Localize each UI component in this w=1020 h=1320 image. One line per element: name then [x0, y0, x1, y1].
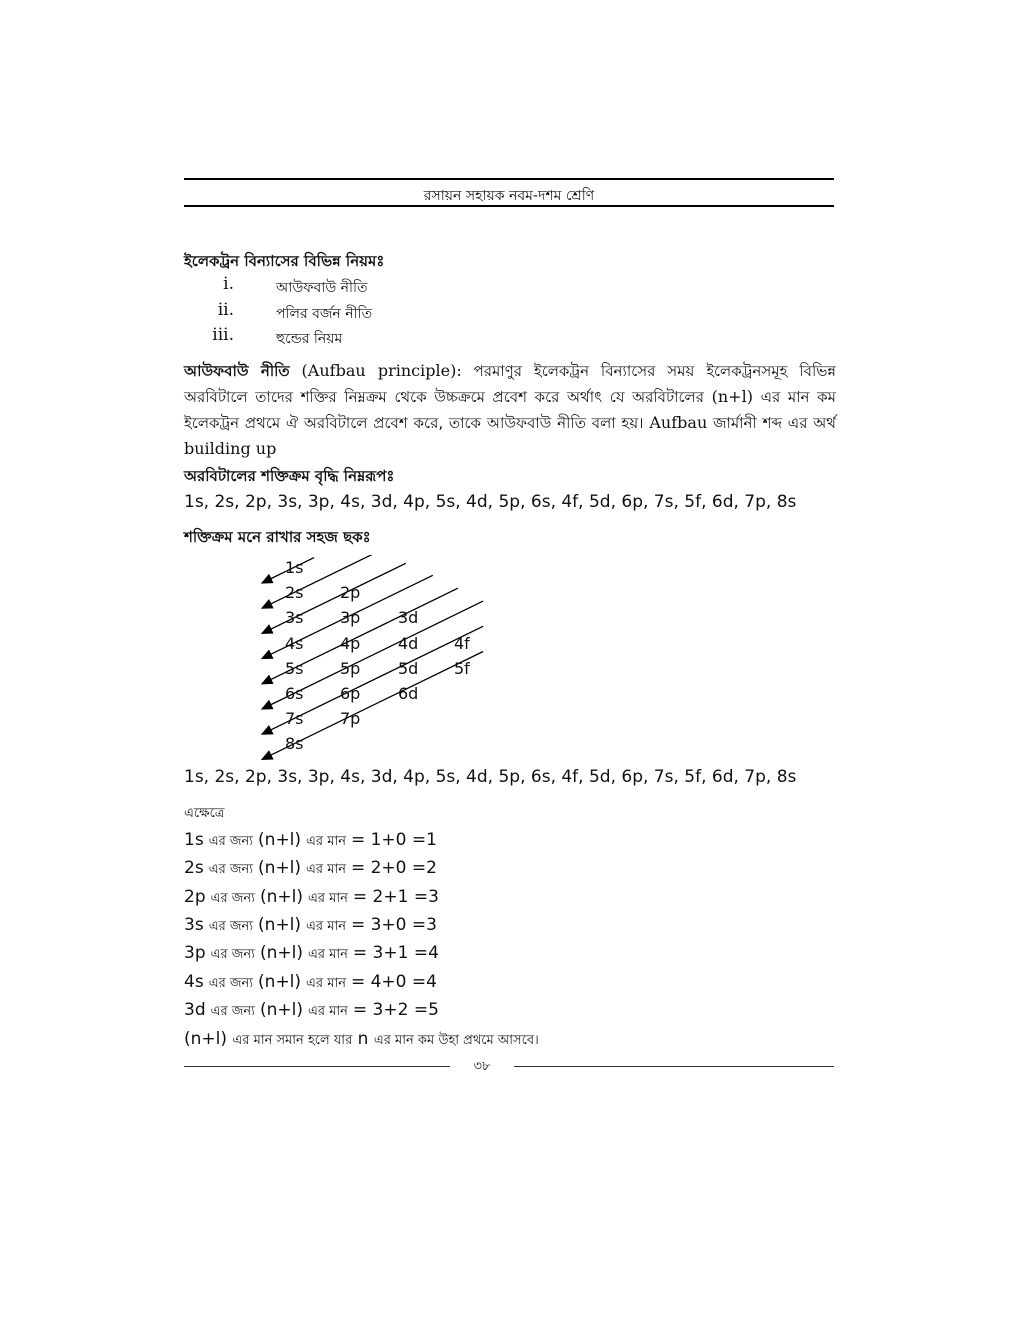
- case-text-value: এর মান: [306, 834, 346, 849]
- case-nl: (n+l): [259, 999, 303, 1020]
- case-text-for: এর জন্য: [208, 834, 254, 849]
- aufbau-latin-term: (Aufbau principle):: [301, 361, 462, 380]
- case-row: [184, 915, 442, 938]
- orbital-cell: 5d: [398, 658, 419, 678]
- case-nl: (n+l): [258, 858, 302, 879]
- case-text-for: এর জন্য: [208, 975, 254, 991]
- energy-order-heading: অরবিটালের শক্তিক্রম বৃদ্ধি নিম্নরূপঃ: [184, 467, 395, 485]
- footer-right-rule: [514, 1066, 834, 1067]
- orbital-cell: 6d: [398, 684, 419, 703]
- page-header-title: রসায়ন সহায়ক নবম-দশম শ্রেণি: [423, 188, 595, 204]
- case-text-value: এর মান: [306, 862, 346, 878]
- case-expression: = 3+2 =5: [352, 999, 439, 1020]
- page-number: ৩৮: [473, 1059, 491, 1074]
- header-bottom-rule: [184, 205, 834, 207]
- case-text-for: এর জন্য: [210, 947, 255, 963]
- case-nl: (n+l): [258, 830, 302, 850]
- case-text-value: এর মান: [307, 890, 348, 906]
- case-text-value: এর মান: [306, 918, 346, 934]
- orbital-cell: 8s: [285, 734, 304, 754]
- diagonal-arrow: [262, 555, 381, 608]
- case-expression: = 2+0 =2: [350, 858, 437, 879]
- orbital-cell: 3d: [398, 608, 419, 628]
- orbital-cell: 7s: [285, 709, 304, 729]
- rules-heading: ইলেকট্রন বিন্যাসের বিভিন্ন নিয়মঃ: [184, 252, 385, 270]
- case-nl: (n+l): [258, 971, 302, 992]
- case-row: [184, 943, 444, 966]
- aufbau-text-3: জার্মানী শব্দ এর অর্থ: [713, 414, 836, 432]
- footer-left-rule: [184, 1066, 450, 1067]
- rule-number: ii.: [217, 300, 234, 320]
- case-text-value: এর মান: [306, 975, 346, 991]
- case-row: [184, 972, 442, 995]
- conclusion-text-b: এর মান কম উহা প্রথমে আসবে।: [373, 1033, 539, 1048]
- orbital-cell: 5p: [340, 658, 361, 678]
- orbital-cell: 4d: [398, 633, 419, 653]
- aufbau-term: আউফবাউ নীতি: [184, 362, 290, 380]
- orbital-cell: 4p: [340, 633, 361, 653]
- conclusion-line: [184, 1029, 539, 1052]
- case-expression: = 1+0 =1: [350, 830, 437, 850]
- aufbau-text-2: এর মান কম ইলেকট্রন প্রথমে ঐ অরবিটালে প্রবেশ করে, তাকে আউফবাউ নীতি বলা হয়।: [184, 388, 836, 432]
- mnemonic-diagram: [250, 555, 540, 765]
- case-nl: (n+l): [258, 914, 302, 935]
- conclusion-nl: (n+l): [184, 1029, 228, 1049]
- case-expression: = 2+1 =3: [352, 886, 439, 907]
- case-text-for: এর জন্য: [208, 862, 254, 878]
- aufbau-nl: (n+l): [711, 387, 753, 406]
- mnemonic-sequence: 1s, 2s, 2p, 3s, 3p, 4s, 3d, 4p, 5s, 4d, 5p, 6s, 4f, 5d, 6p, 7s, 5f, 6d, 7p, 8s: [184, 767, 797, 787]
- orbital-cell: 6p: [340, 684, 361, 703]
- conclusion-text-a: এর মান সমান হলে যার: [232, 1033, 353, 1048]
- case-row: [184, 830, 442, 853]
- case-expression: = 3+1 =4: [352, 943, 439, 964]
- case-expression: = 4+0 =4: [350, 971, 437, 992]
- energy-order-sequence: 1s, 2s, 2p, 3s, 3p, 4s, 3d, 4p, 5s, 4d, 5p, 6s, 4f, 5d, 6p, 7s, 5f, 6d, 7p, 8s: [184, 492, 797, 512]
- case-nl: (n+l): [259, 886, 303, 907]
- orbital-cell: 5f: [454, 658, 470, 678]
- aufbau-text-1: পরমাণুর ইলেকট্রন বিন্যাসের সময় ইলেকট্রনসমূহ বিভিন্ন অরবিটালে তাদের শক্তির নিম্নক্রম থেকে উচ্চক্রমে প্রবেশ করে অর্থাৎ যে অরবিটালের: [184, 362, 836, 406]
- conclusion-n: n: [357, 1029, 369, 1049]
- mnemonic-heading: শক্তিক্রম মনে রাখার সহজ ছকঃ: [184, 528, 371, 546]
- orbital-cell: 4s: [285, 633, 304, 653]
- rule-item: আউফবাউ নীতি: [276, 280, 368, 296]
- aufbau-paragraph: [184, 358, 836, 462]
- case-row: [184, 887, 444, 910]
- case-nl: (n+l): [259, 943, 303, 964]
- orbital-cell: 2p: [340, 583, 361, 603]
- case-orbital: 4s: [184, 971, 204, 992]
- case-text-for: এর জন্য: [210, 1003, 255, 1019]
- case-orbital: 2s: [184, 858, 204, 879]
- case-text-value: এর মান: [307, 947, 348, 963]
- rule-item: পলির বর্জন নীতি: [276, 306, 373, 322]
- case-orbital: 2p: [184, 886, 206, 907]
- orbital-cell: 1s: [285, 558, 304, 577]
- header-top-rule: [184, 178, 834, 180]
- case-orbital: 1s: [184, 830, 204, 850]
- orbital-cell: 3p: [340, 608, 361, 628]
- orbital-cell: 3s: [285, 608, 304, 628]
- aufbau-word: Aufbau: [649, 413, 708, 432]
- cases-label: এক্ষেত্রে: [184, 806, 225, 821]
- orbital-cell: 5s: [285, 658, 304, 678]
- case-text-for: এর জন্য: [208, 918, 254, 934]
- case-orbital: 3p: [184, 943, 206, 964]
- case-row: [184, 1000, 444, 1023]
- case-orbital: 3s: [184, 914, 204, 935]
- aufbau-building-up: building up: [184, 439, 277, 458]
- case-text-value: এর মান: [307, 1003, 348, 1019]
- case-row: [184, 858, 442, 881]
- rule-number: i.: [223, 274, 234, 294]
- case-text-for: এর জন্য: [210, 890, 255, 906]
- orbital-cell: 7p: [340, 709, 361, 729]
- rule-item: হুন্ডের নিয়ম: [276, 331, 343, 347]
- rule-number: iii.: [212, 325, 234, 345]
- orbital-cell: 4f: [454, 633, 470, 653]
- case-expression: = 3+0 =3: [350, 914, 437, 935]
- orbital-cell: 2s: [285, 583, 304, 603]
- case-orbital: 3d: [184, 999, 206, 1020]
- orbital-cell: 6s: [285, 684, 304, 703]
